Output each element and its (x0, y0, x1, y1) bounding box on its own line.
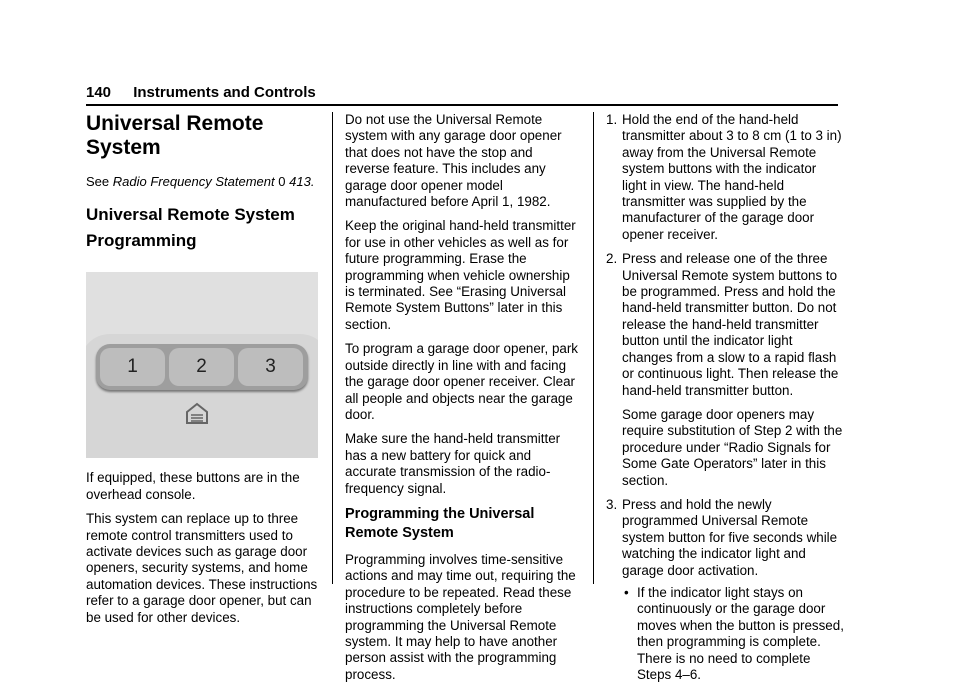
step-number: 3. (606, 496, 618, 512)
garage-house-icon (184, 400, 210, 426)
column-2 (345, 112, 579, 691)
column-divider (593, 112, 594, 584)
step-text: Press and hold the newly programmed Universal Remote system button for five seconds while watching the indicator light and garage door activation. (622, 496, 838, 578)
step-number: 1. (606, 112, 618, 127)
bullet-text: If the indicator light stays on continuously or the garage door moves when the button is pressed, then programming is complete. There is no need to complete Steps 4–6. (637, 584, 844, 682)
page-header (86, 84, 316, 101)
subsection-heading: Programming the Universal Remote System (345, 505, 535, 541)
paragraph: Programming involves time-sensitive actions and may time out, requiring the procedure to be repeated. Read these instructions completely before programming the Universal Remote system. It may help to have another person assist with the programming process. (345, 551, 576, 682)
see-reference (86, 174, 320, 190)
section-title: Instruments and Controls (133, 84, 316, 101)
remote-button-3: 3 (238, 348, 303, 386)
step-note: Some garage door openers may require substitution of Step 2 with the procedure under “Radio Signals for Some Gate Operators” later in this section. (622, 406, 843, 488)
see-page[interactable]: 413. (289, 174, 315, 189)
paragraph: This system can replace up to three remote control transmitters used to activate devices such as garage door openers, security systems, and home automation devices. These instructions refer to a garage door opener, but can be used for other devices. (86, 511, 318, 625)
steps-list (606, 112, 844, 683)
step-item (606, 497, 844, 683)
step-item (606, 112, 844, 243)
paragraph: Make sure the hand-held transmitter has a new battery for quick and accurate transmission of the radio-frequency signal. (345, 431, 561, 496)
remote-button-2: 2 (169, 348, 234, 386)
paragraph: Keep the original hand-held transmitter for use in other vehicles as well as for future programming. Erase the programming when vehicle ownership is terminated. See “Erasing Universal Remote System Buttons” later in this section. (345, 218, 576, 332)
button-row (96, 344, 308, 390)
paragraph: If equipped, these buttons are in the overhead console. (86, 470, 300, 502)
page-title: Universal Remote System (86, 112, 264, 159)
paragraph: To program a garage door opener, park outside directly in line with and facing the garage door opener receiver. Clear all people and objects near the garage door. (345, 341, 578, 422)
column-divider (332, 112, 333, 584)
column-1 (86, 112, 320, 634)
paragraph: Do not use the Universal Remote system with any garage door opener that does not have the stop and reverse feature. This includes any garage door opener model manufactured before April 1, 1982. (345, 112, 562, 210)
see-link[interactable]: Radio Frequency Statement (112, 174, 275, 189)
section-heading: Universal Remote System Programming (86, 205, 295, 251)
header-rule (86, 104, 838, 106)
step-item (606, 251, 844, 489)
console-figure (86, 272, 318, 458)
column-3 (606, 112, 844, 691)
bullet-icon: • (624, 584, 629, 600)
remote-button-1: 1 (100, 348, 165, 386)
step-text: Hold the end of the hand-held transmitter about 3 to 8 cm (1 to 3 in) away from the Universal Remote system buttons with the indicator light in view. The hand-held transmitter was supplied by the manufacturer of the garage door opener receiver. (622, 112, 842, 242)
step-number: 2. (606, 251, 618, 267)
page-ref-arrow-icon: 0 (278, 174, 286, 189)
step-text: Press and release one of the three Universal Remote system buttons to be programmed. Press and hold the hand-held transmitter button. Do not release the hand-held transmitter button until the indicator light changes from a slow to a rapid flash or continuous light. Then release the hand-held transmitter button. (622, 251, 839, 398)
bullet-item (622, 585, 844, 683)
page-number: 140 (86, 84, 112, 101)
see-prefix: See (86, 174, 110, 189)
